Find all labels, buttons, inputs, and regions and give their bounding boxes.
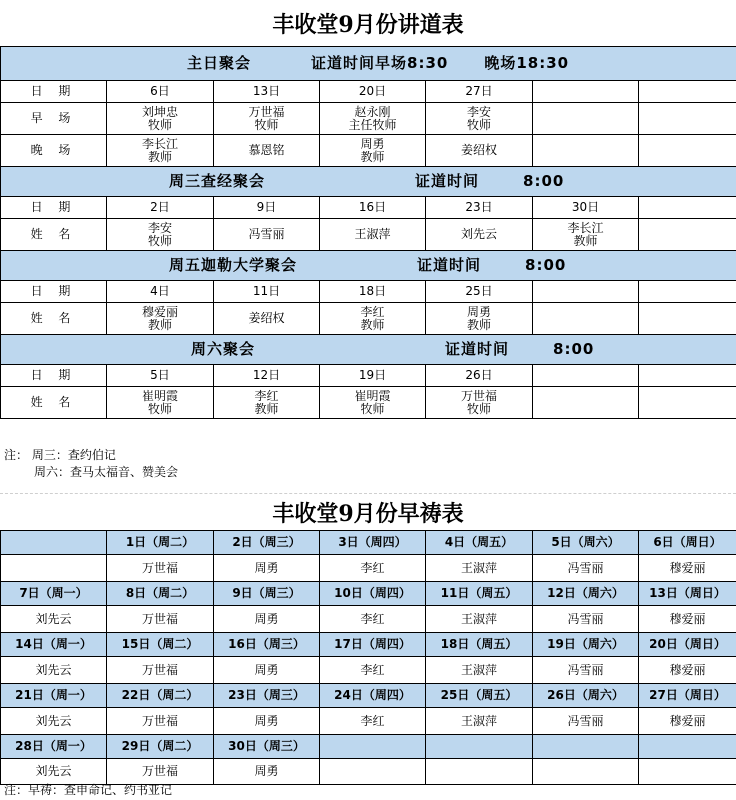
section-header bbox=[1, 335, 736, 365]
speaker-cell: 崔明霞 牧师 bbox=[320, 387, 426, 419]
prayer-name-row bbox=[1, 759, 736, 785]
prayer-date-cell: 11日（周五） bbox=[426, 582, 533, 606]
prayer-date-cell: 29日（周二） bbox=[107, 735, 214, 759]
prayer-name-row bbox=[1, 657, 736, 684]
prayer-leader-cell: 王淑萍 bbox=[426, 555, 533, 582]
prayer-date-cell: 4日（周五） bbox=[426, 531, 533, 555]
prayer-date-cell: 21日（周一） bbox=[1, 684, 107, 708]
date-cell: 30日 bbox=[533, 197, 639, 219]
prayer-leader-cell: 万世福 bbox=[107, 555, 214, 582]
prayer-date-cell: 7日（周一） bbox=[1, 582, 107, 606]
prayer-leader-cell: 刘先云 bbox=[1, 708, 107, 735]
prayer-leader-cell: 穆爱丽 bbox=[639, 606, 736, 633]
speaker-cell: 李安 牧师 bbox=[426, 103, 533, 135]
prayer-date-cell: 13日（周日） bbox=[639, 582, 736, 606]
speaker-cell bbox=[533, 103, 639, 135]
speaker-cell bbox=[639, 135, 736, 167]
prayer-name-row bbox=[1, 555, 736, 582]
prayer-date-row bbox=[1, 735, 736, 759]
section-time-label: 证道时间 bbox=[445, 340, 510, 358]
date-cell: 19日 bbox=[320, 365, 426, 387]
prayer-leader-cell: 周勇 bbox=[214, 708, 320, 735]
prayer-date-cell bbox=[533, 735, 639, 759]
section-header bbox=[1, 167, 736, 197]
row-label: 晚 场 bbox=[1, 135, 107, 167]
date-cell: 12日 bbox=[214, 365, 320, 387]
speaker-row bbox=[1, 103, 736, 135]
prayer-leader-cell bbox=[426, 759, 533, 785]
speaker-cell: 姜绍权 bbox=[426, 135, 533, 167]
date-cell: 25日 bbox=[426, 281, 533, 303]
date-cell: 5日 bbox=[107, 365, 214, 387]
prayer-date-cell: 16日（周三） bbox=[214, 633, 320, 657]
prayer-date-cell: 10日（周四） bbox=[320, 582, 426, 606]
prayer-leader-cell: 刘先云 bbox=[1, 657, 107, 684]
section-name: 主日聚会 bbox=[187, 54, 252, 72]
date-cell: 6日 bbox=[107, 81, 214, 103]
section-divider bbox=[0, 493, 736, 495]
prayer-date-cell: 20日（周日） bbox=[639, 633, 736, 657]
date-cell: 26日 bbox=[426, 365, 533, 387]
prayer-date-cell: 5日（周六） bbox=[533, 531, 639, 555]
date-cell bbox=[639, 197, 736, 219]
date-cell: 27日 bbox=[426, 81, 533, 103]
speaker-cell bbox=[639, 387, 736, 419]
prayer-leader-cell: 万世福 bbox=[107, 657, 214, 684]
speaker-cell bbox=[533, 135, 639, 167]
prayer-date-cell: 12日（周六） bbox=[533, 582, 639, 606]
date-cell: 16日 bbox=[320, 197, 426, 219]
prayer-leader-cell: 穆爱丽 bbox=[639, 555, 736, 582]
prayer-leader-cell: 周勇 bbox=[214, 657, 320, 684]
prayer-leader-cell: 冯雪丽 bbox=[533, 657, 639, 684]
speaker-row bbox=[1, 387, 736, 419]
prayer-leader-cell: 万世福 bbox=[107, 708, 214, 735]
prayer-date-cell: 26日（周六） bbox=[533, 684, 639, 708]
section-time-value: 8:00 bbox=[553, 340, 595, 358]
section-time-value: 8:00 bbox=[523, 172, 565, 190]
speaker-cell bbox=[639, 103, 736, 135]
prayer-date-row bbox=[1, 633, 736, 657]
speaker-cell: 周勇 教师 bbox=[426, 303, 533, 335]
date-cell: 9日 bbox=[214, 197, 320, 219]
speaker-cell: 姜绍权 bbox=[214, 303, 320, 335]
prayer-date-cell: 23日（周三） bbox=[214, 684, 320, 708]
prayer-leader-cell: 冯雪丽 bbox=[533, 708, 639, 735]
section-time-value: 晚场18:30 bbox=[484, 54, 570, 72]
prayer-table-title: 丰收堂9月份早祷表 bbox=[272, 501, 464, 527]
preach-note bbox=[4, 447, 178, 481]
prayer-date-cell: 28日（周一） bbox=[1, 735, 107, 759]
row-label: 日 期 bbox=[1, 281, 107, 303]
speaker-cell bbox=[639, 303, 736, 335]
prayer-leader-cell: 刘先云 bbox=[1, 759, 107, 785]
speaker-cell: 王淑萍 bbox=[320, 219, 426, 251]
speaker-cell: 赵永刚 主任牧师 bbox=[320, 103, 426, 135]
section-time-label: 证道时间早场8:30 bbox=[311, 54, 449, 72]
section-name: 周五迦勒大学聚会 bbox=[169, 256, 298, 274]
speaker-cell bbox=[533, 387, 639, 419]
prayer-leader-cell: 万世福 bbox=[107, 606, 214, 633]
prayer-leader-cell bbox=[533, 759, 639, 785]
date-cell: 23日 bbox=[426, 197, 533, 219]
date-cell: 2日 bbox=[107, 197, 214, 219]
speaker-cell: 李长江 教师 bbox=[533, 219, 639, 251]
prayer-leader-cell: 穆爱丽 bbox=[639, 657, 736, 684]
prayer-date-cell: 1日（周二） bbox=[107, 531, 214, 555]
date-cell: 20日 bbox=[320, 81, 426, 103]
prayer-date-row bbox=[1, 531, 736, 555]
date-cell: 11日 bbox=[214, 281, 320, 303]
speaker-cell: 李红 教师 bbox=[320, 303, 426, 335]
date-row bbox=[1, 281, 736, 303]
speaker-cell: 周勇 教师 bbox=[320, 135, 426, 167]
row-label: 日 期 bbox=[1, 197, 107, 219]
date-row bbox=[1, 365, 736, 387]
speaker-cell: 穆爱丽 教师 bbox=[107, 303, 214, 335]
prayer-leader-cell: 万世福 bbox=[107, 759, 214, 785]
section-time-value: 8:00 bbox=[525, 256, 567, 274]
row-label: 日 期 bbox=[1, 365, 107, 387]
speaker-row bbox=[1, 303, 736, 335]
prayer-name-row bbox=[1, 708, 736, 735]
speaker-cell: 冯雪丽 bbox=[214, 219, 320, 251]
date-cell bbox=[533, 365, 639, 387]
prayer-date-cell: 18日（周五） bbox=[426, 633, 533, 657]
prayer-date-cell: 19日（周六） bbox=[533, 633, 639, 657]
section-header bbox=[1, 47, 736, 81]
speaker-cell: 刘坤忠 牧师 bbox=[107, 103, 214, 135]
date-cell bbox=[639, 281, 736, 303]
prayer-leader-cell: 刘先云 bbox=[1, 606, 107, 633]
prayer-leader-cell: 周勇 bbox=[214, 555, 320, 582]
prayer-note: 注：早祷：查申命记、约书亚记 bbox=[4, 783, 173, 797]
prayer-date-cell bbox=[1, 531, 107, 555]
speaker-cell: 李安 牧师 bbox=[107, 219, 214, 251]
prayer-date-cell: 9日（周三） bbox=[214, 582, 320, 606]
speaker-cell: 李红 教师 bbox=[214, 387, 320, 419]
prayer-date-cell: 15日（周二） bbox=[107, 633, 214, 657]
morning-prayer-table bbox=[0, 530, 736, 785]
prayer-name-row bbox=[1, 606, 736, 633]
prayer-date-cell: 8日（周二） bbox=[107, 582, 214, 606]
prayer-date-cell: 17日（周四） bbox=[320, 633, 426, 657]
date-cell bbox=[639, 81, 736, 103]
speaker-cell: 刘先云 bbox=[426, 219, 533, 251]
prayer-leader-cell bbox=[639, 759, 736, 785]
prayer-date-cell: 30日（周三） bbox=[214, 735, 320, 759]
speaker-cell: 慕恩铭 bbox=[214, 135, 320, 167]
preach-schedule-table bbox=[0, 46, 736, 419]
prayer-leader-cell: 冯雪丽 bbox=[533, 606, 639, 633]
date-cell: 4日 bbox=[107, 281, 214, 303]
prayer-date-cell: 14日（周一） bbox=[1, 633, 107, 657]
date-cell bbox=[533, 81, 639, 103]
row-label: 姓 名 bbox=[1, 387, 107, 419]
prayer-leader-cell bbox=[320, 759, 426, 785]
section-name: 周六聚会 bbox=[191, 340, 256, 358]
date-cell: 13日 bbox=[214, 81, 320, 103]
speaker-cell: 崔明霞 牧师 bbox=[107, 387, 214, 419]
prayer-leader-cell: 李红 bbox=[320, 708, 426, 735]
prayer-date-row bbox=[1, 684, 736, 708]
prayer-date-cell: 2日（周三） bbox=[214, 531, 320, 555]
section-header bbox=[1, 251, 736, 281]
preach-note-line1: 注： 周三：查约伯记 bbox=[4, 448, 116, 462]
prayer-leader-cell: 李红 bbox=[320, 555, 426, 582]
prayer-leader-cell: 李红 bbox=[320, 657, 426, 684]
speaker-cell: 李长江 教师 bbox=[107, 135, 214, 167]
prayer-leader-cell: 周勇 bbox=[214, 759, 320, 785]
prayer-date-cell: 6日（周日） bbox=[639, 531, 736, 555]
speaker-row bbox=[1, 219, 736, 251]
section-name: 周三查经聚会 bbox=[169, 172, 266, 190]
row-label: 姓 名 bbox=[1, 303, 107, 335]
date-cell: 18日 bbox=[320, 281, 426, 303]
speaker-row bbox=[1, 135, 736, 167]
row-label: 姓 名 bbox=[1, 219, 107, 251]
date-cell bbox=[533, 281, 639, 303]
prayer-leader-cell: 王淑萍 bbox=[426, 657, 533, 684]
prayer-leader-cell: 冯雪丽 bbox=[533, 555, 639, 582]
prayer-leader-cell bbox=[1, 555, 107, 582]
speaker-cell: 万世福 牧师 bbox=[426, 387, 533, 419]
speaker-cell: 万世福 牧师 bbox=[214, 103, 320, 135]
prayer-leader-cell: 李红 bbox=[320, 606, 426, 633]
speaker-cell bbox=[639, 219, 736, 251]
prayer-date-cell bbox=[320, 735, 426, 759]
prayer-date-cell bbox=[639, 735, 736, 759]
date-row bbox=[1, 81, 736, 103]
speaker-cell bbox=[533, 303, 639, 335]
prayer-date-cell: 24日（周四） bbox=[320, 684, 426, 708]
section-time-label: 证道时间 bbox=[415, 172, 480, 190]
prayer-leader-cell: 王淑萍 bbox=[426, 708, 533, 735]
preach-table-title: 丰收堂9月份讲道表 bbox=[272, 12, 464, 38]
row-label: 早 场 bbox=[1, 103, 107, 135]
prayer-leader-cell: 穆爱丽 bbox=[639, 708, 736, 735]
date-cell bbox=[639, 365, 736, 387]
prayer-date-cell: 27日（周日） bbox=[639, 684, 736, 708]
prayer-leader-cell: 周勇 bbox=[214, 606, 320, 633]
section-time-label: 证道时间 bbox=[417, 256, 482, 274]
prayer-date-cell: 25日（周五） bbox=[426, 684, 533, 708]
prayer-date-cell bbox=[426, 735, 533, 759]
prayer-date-cell: 3日（周四） bbox=[320, 531, 426, 555]
row-label: 日 期 bbox=[1, 81, 107, 103]
preach-note-line2: 周六：查马太福音、赞美会 bbox=[34, 465, 179, 479]
date-row bbox=[1, 197, 736, 219]
prayer-date-cell: 22日（周二） bbox=[107, 684, 214, 708]
prayer-date-row bbox=[1, 582, 736, 606]
prayer-leader-cell: 王淑萍 bbox=[426, 606, 533, 633]
